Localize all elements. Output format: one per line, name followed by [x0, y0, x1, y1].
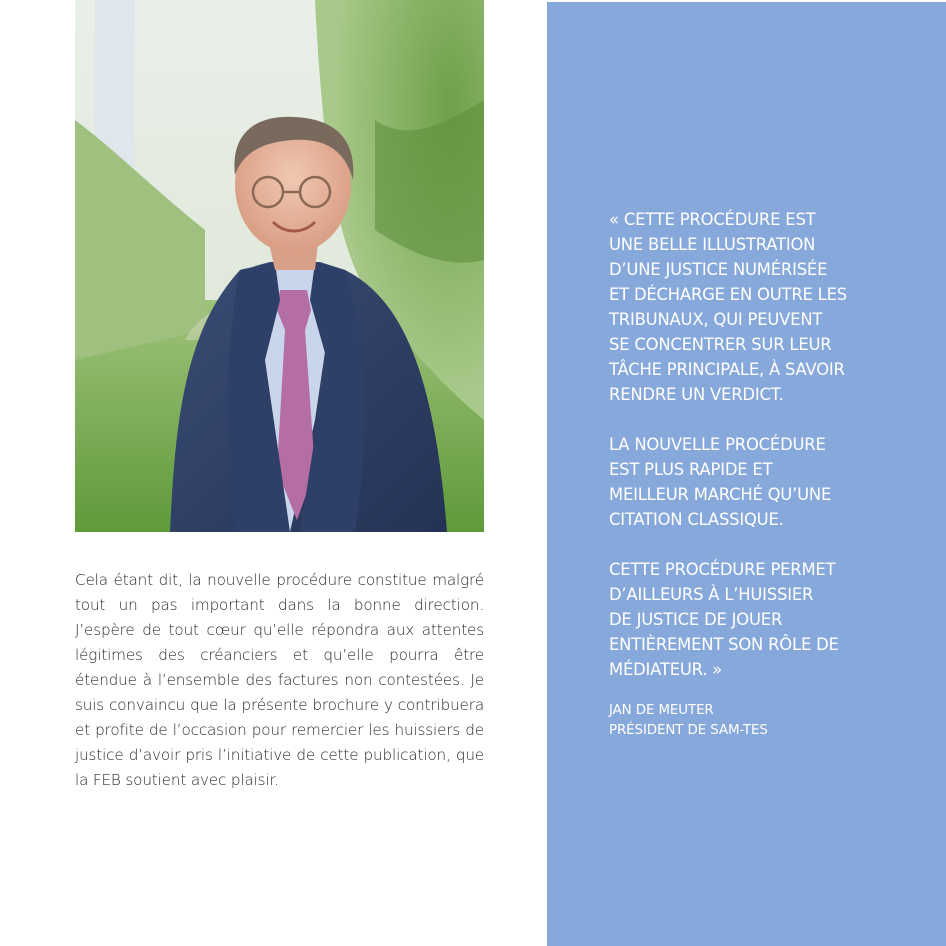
quote-paragraph-2: LA NOUVELLE PROCÉDURE EST PLUS RAPIDE ET MEILLEUR MARCHÉ QU’UNE CITATION CLASSIQUE.	[609, 435, 832, 529]
signature-name: JAN DE MEUTER	[609, 703, 714, 718]
pull-quote	[609, 207, 909, 682]
portrait-illustration	[75, 0, 484, 532]
signature-title: PRÉSIDENT DE SAM-TES	[609, 723, 768, 738]
body-paragraph: Cela étant dit, la nouvelle procédure constitue malgré tout un pas important dans la bonne direction. J’espère de tout cœur qu’elle répondra aux attentes légitimes des créanciers et qu’elle pourra être étendue à l’ensemble des factures non contestées. Je suis convaincu que la présente brochure y contribuera et profite de l’occasion pour remercier les huissiers de justice d’avoir pris l’initiative de cette publication, que la FEB soutient avec plaisir.	[75, 571, 484, 789]
quote-paragraph-3: CETTE PROCÉDURE PERMET D’AILLEURS À L’HUISSIER DE JUSTICE DE JOUER ENTIÈREMENT SON RÔLE DE MÉDIATEUR. »	[609, 560, 839, 679]
quote-panel	[547, 2, 946, 946]
signature	[609, 701, 909, 741]
quote-paragraph-1: « CETTE PROCÉDURE EST UNE BELLE ILLUSTRATION D’UNE JUSTICE NUMÉRISÉE ET DÉCHARGE EN OUTRE LES TRIBUNAUX, QUI PEUVENT SE CONCENTRER SUR LEUR TÂCHE PRINCIPALE, À SAVOIR RENDRE UN VERDICT.	[609, 210, 847, 404]
portrait-photo	[75, 0, 484, 532]
